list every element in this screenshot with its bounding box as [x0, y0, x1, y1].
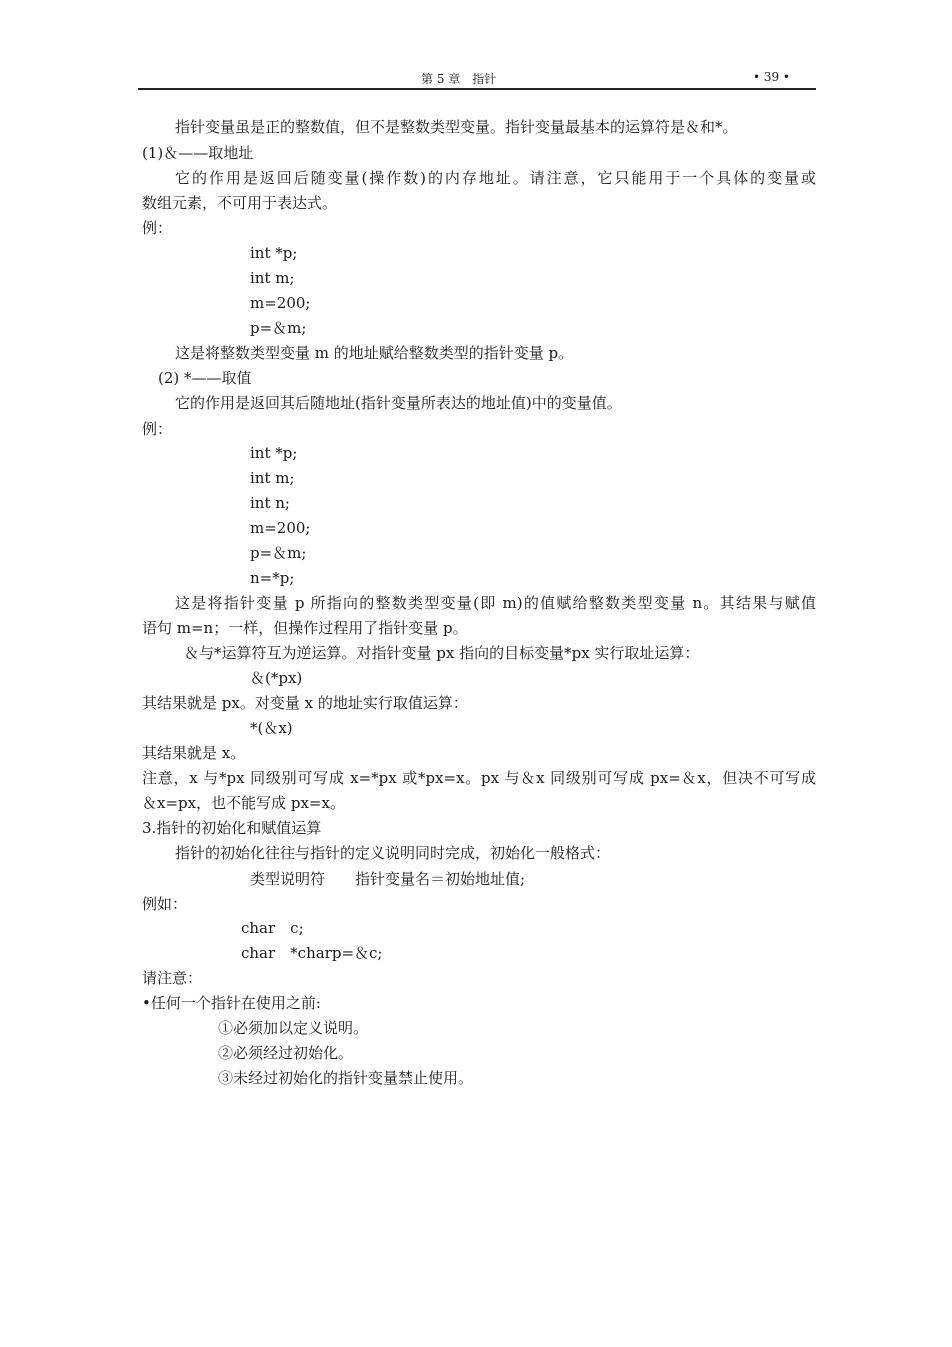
paragraph-line: ＆与*运算符互为逆运算。对指针变量 px 指向的目标变量*px 实行取址运算： — [184, 644, 700, 662]
code-line: int *p; — [250, 444, 298, 462]
bullet-item: •任何一个指针在使用之前: — [142, 994, 321, 1012]
code-line: int *p; — [250, 244, 298, 262]
code-line: int n; — [250, 494, 290, 512]
page-number: • 39 • — [752, 70, 790, 84]
paragraph-line: 其结果就是 px。对变量 x 的地址实行取值运算： — [142, 694, 468, 712]
code-line: char c; — [241, 919, 304, 937]
code-line: int m; — [250, 469, 295, 487]
running-header — [138, 68, 816, 90]
paragraph-line: 其结果就是 x。 — [142, 744, 246, 762]
section-heading: 3.指针的初始化和赋值运算 — [142, 819, 322, 837]
list-item: ③未经过初始化的指针变量禁止使用。 — [218, 1069, 474, 1087]
paragraph-line: 指针的初始化往往与指针的定义说明同时完成，初始化一般格式： — [175, 844, 611, 862]
code-line: p=＆m; — [250, 319, 307, 337]
paragraph-line: 注意，x 与*px 同级别可写成 x=*px 或*px=x。px 与＆x 同级别可写成 px=＆x，但决不可写成 — [142, 769, 816, 787]
example-label: 例如： — [142, 895, 188, 913]
section-heading: (2) *——取值 — [158, 369, 252, 387]
formula-line: ＆(*px) — [250, 669, 303, 687]
section-heading: (1)＆——取地址 — [142, 144, 254, 162]
chapter-title: 第 5 章 指针 — [421, 72, 497, 86]
paragraph-line: 数组元素，不可用于表达式。 — [142, 194, 338, 212]
list-item: ①必须加以定义说明。 — [218, 1019, 369, 1037]
paragraph-line: 指针变量虽是正的整数值，但不是整数类型变量。指针变量最基本的运算符是＆和*。 — [175, 118, 738, 136]
example-label: 例： — [142, 219, 173, 237]
code-line: m=200; — [250, 294, 311, 312]
paragraph-line: 语句 m=n；一样，但操作过程用了指针变量 p。 — [142, 619, 468, 637]
format-line: 类型说明符 指针变量名＝初始地址值; — [250, 870, 526, 888]
paragraph-line: 它的作用是返回后随变量(操作数)的内存地址。请注意，它只能用于一个具体的变量或 — [175, 169, 816, 187]
paragraph-line: 它的作用是返回其后随地址(指针变量所表达的地址值)中的变量值。 — [175, 394, 622, 412]
code-line: p=＆m; — [250, 544, 307, 562]
paragraph-line: 这是将整数类型变量 m 的地址赋给整数类型的指针变量 p。 — [175, 344, 574, 362]
list-item: ②必须经过初始化。 — [218, 1044, 354, 1062]
note-label: 请注意： — [142, 969, 203, 987]
code-line: n=*p; — [250, 569, 295, 587]
paragraph-line: ＆x=px，也不能写成 px=x。 — [142, 794, 345, 812]
code-line: char *charp=＆c; — [241, 944, 383, 962]
paragraph-line: 这是将指针变量 p 所指向的整数类型变量(即 m)的值赋给整数类型变量 n。其结果与赋值 — [175, 594, 816, 612]
formula-line: *(＆x) — [250, 719, 293, 737]
code-line: int m; — [250, 269, 295, 287]
example-label: 例： — [142, 420, 173, 438]
code-line: m=200; — [250, 519, 311, 537]
